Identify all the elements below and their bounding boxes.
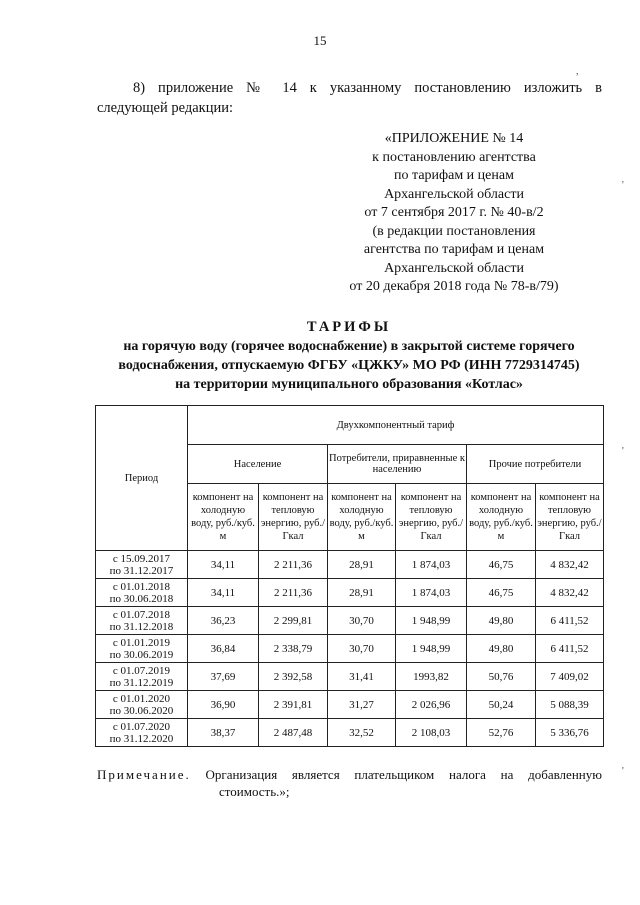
component-cold-header: компонент на холодную воду, руб./куб. м <box>188 484 259 551</box>
note-word: на <box>500 767 514 782</box>
value-cell: 2 338,79 <box>259 635 328 663</box>
value-cell: 2 487,48 <box>259 719 328 747</box>
period-cell: с 01.01.2018 по 30.06.2018 <box>96 579 188 607</box>
title-line-3: на территории муниципального образования «Котлас» <box>175 377 523 392</box>
intro-line-2: следующей редакции: <box>97 100 234 116</box>
value-cell: 2 299,81 <box>259 607 328 635</box>
period-cell: с 01.07.2020 по 31.12.2020 <box>96 719 188 747</box>
component-heat-header: компонент на тепловую энергию, руб./Гкал <box>536 484 604 551</box>
value-cell: 1993,82 <box>396 663 467 691</box>
value-cell: 38,37 <box>188 719 259 747</box>
scan-mark: ' <box>622 180 624 191</box>
tariff-table <box>95 405 604 747</box>
value-cell: 46,75 <box>467 551 536 579</box>
value-cell: 32,52 <box>328 719 396 747</box>
value-cell: 2 391,81 <box>259 691 328 719</box>
title-line-1: на горячую воду (горячее водоснабжение) в закрытой системе горячего <box>123 339 575 354</box>
scan-mark: ' <box>622 446 624 457</box>
value-cell: 1 874,03 <box>396 579 467 607</box>
period-cell: с 01.07.2019 по 31.12.2019 <box>96 663 188 691</box>
appendix-line: (в редакции постановления <box>372 223 536 239</box>
value-cell: 4 832,42 <box>536 551 604 579</box>
appendix-line: от 7 сентября 2017 г. № 40-в/2 <box>364 205 544 220</box>
group-header-other: Прочие потребители <box>467 445 604 484</box>
value-cell: 37,69 <box>188 663 259 691</box>
value-cell: 49,80 <box>467 635 536 663</box>
value-cell: 30,70 <box>328 635 396 663</box>
group-header-equivalent: Потребители, приравненные к населению <box>328 445 467 484</box>
scan-mark: ' <box>622 766 624 777</box>
period-header: Период <box>96 406 188 551</box>
title-heading: ТАРИФЫ <box>306 319 392 335</box>
value-cell: 1 874,03 <box>396 551 467 579</box>
period-cell: с 01.01.2020 по 30.06.2020 <box>96 691 188 719</box>
value-cell: 36,90 <box>188 691 259 719</box>
note-first-line <box>97 766 602 783</box>
intro-paragraph <box>97 78 602 118</box>
table-row <box>96 635 604 663</box>
value-cell: 34,11 <box>188 551 259 579</box>
value-cell: 2 026,96 <box>396 691 467 719</box>
value-cell: 7 409,02 <box>536 663 604 691</box>
value-cell: 34,11 <box>188 579 259 607</box>
value-cell: 6 411,52 <box>536 635 604 663</box>
note-block <box>97 766 602 800</box>
value-cell: 2 211,36 <box>259 579 328 607</box>
note-label: Примечание. <box>97 767 191 782</box>
value-cell: 2 211,36 <box>259 551 328 579</box>
value-cell: 28,91 <box>328 579 396 607</box>
note-word: Организация <box>205 767 278 782</box>
appendix-line: по тарифам и ценам <box>394 168 514 183</box>
value-cell: 5 336,76 <box>536 719 604 747</box>
value-cell: 46,75 <box>467 579 536 607</box>
value-cell: 28,91 <box>328 551 396 579</box>
group-header-population: Население <box>188 445 328 484</box>
value-cell: 31,27 <box>328 691 396 719</box>
period-cell: с 01.07.2018 по 31.12.2018 <box>96 607 188 635</box>
value-cell: 2 392,58 <box>259 663 328 691</box>
component-cold-header: компонент на холодную воду, руб./куб. м <box>467 484 536 551</box>
intro-line-1: 8) приложение № 14 к указанному постановлению изложить в <box>133 80 602 96</box>
value-cell: 36,23 <box>188 607 259 635</box>
value-cell: 4 832,42 <box>536 579 604 607</box>
document-title <box>92 318 606 394</box>
note-second-line: стоимость.»; <box>219 784 290 799</box>
scan-mark: , <box>576 66 579 77</box>
note-word: плательщиком <box>354 767 435 782</box>
table-row <box>96 663 604 691</box>
value-cell: 30,70 <box>328 607 396 635</box>
appendix-line: «ПРИЛОЖЕНИЕ № 14 <box>384 131 524 146</box>
period-cell: с 01.01.2019 по 30.06.2019 <box>96 635 188 663</box>
appendix-header <box>322 130 586 297</box>
component-cold-header: компонент на холодную воду, руб./куб. м <box>328 484 396 551</box>
value-cell: 52,76 <box>467 719 536 747</box>
table-row <box>96 691 604 719</box>
appendix-line: агентства по тарифам и ценам <box>363 242 545 257</box>
note-word: налога <box>448 767 486 782</box>
value-cell: 6 411,52 <box>536 607 604 635</box>
value-cell: 50,24 <box>467 691 536 719</box>
appendix-line: к постановлению агентства <box>372 149 536 165</box>
value-cell: 36,84 <box>188 635 259 663</box>
value-cell: 49,80 <box>467 607 536 635</box>
period-cell: с 15.09.2017 по 31.12.2017 <box>96 551 188 579</box>
value-cell: 50,76 <box>467 663 536 691</box>
value-cell: 2 108,03 <box>396 719 467 747</box>
value-cell: 31,41 <box>328 663 396 691</box>
appendix-line: Архангельской области <box>384 260 524 276</box>
value-cell: 1 948,99 <box>396 635 467 663</box>
value-cell: 1 948,99 <box>396 607 467 635</box>
note-word: является <box>291 767 340 782</box>
tariff-type-header: Двухкомпонентный тариф <box>188 406 604 445</box>
component-heat-header: компонент на тепловую энергию, руб./Гкал <box>396 484 467 551</box>
page-number: 15 <box>313 33 327 48</box>
table-row <box>96 551 604 579</box>
appendix-line: Архангельской области <box>384 186 524 202</box>
title-line-2: водоснабжения, отпускаемую ФГБУ «ЦЖКУ» МО РФ (ИНН 7729314745) <box>118 358 580 373</box>
table-row <box>96 719 604 747</box>
table-row <box>96 579 604 607</box>
table-row <box>96 607 604 635</box>
appendix-line: от 20 декабря 2018 года № 78-в/79) <box>349 279 559 294</box>
note-word: добавленную <box>528 767 602 782</box>
value-cell: 5 088,39 <box>536 691 604 719</box>
component-heat-header: компонент на тепловую энергию, руб./Гкал <box>259 484 328 551</box>
